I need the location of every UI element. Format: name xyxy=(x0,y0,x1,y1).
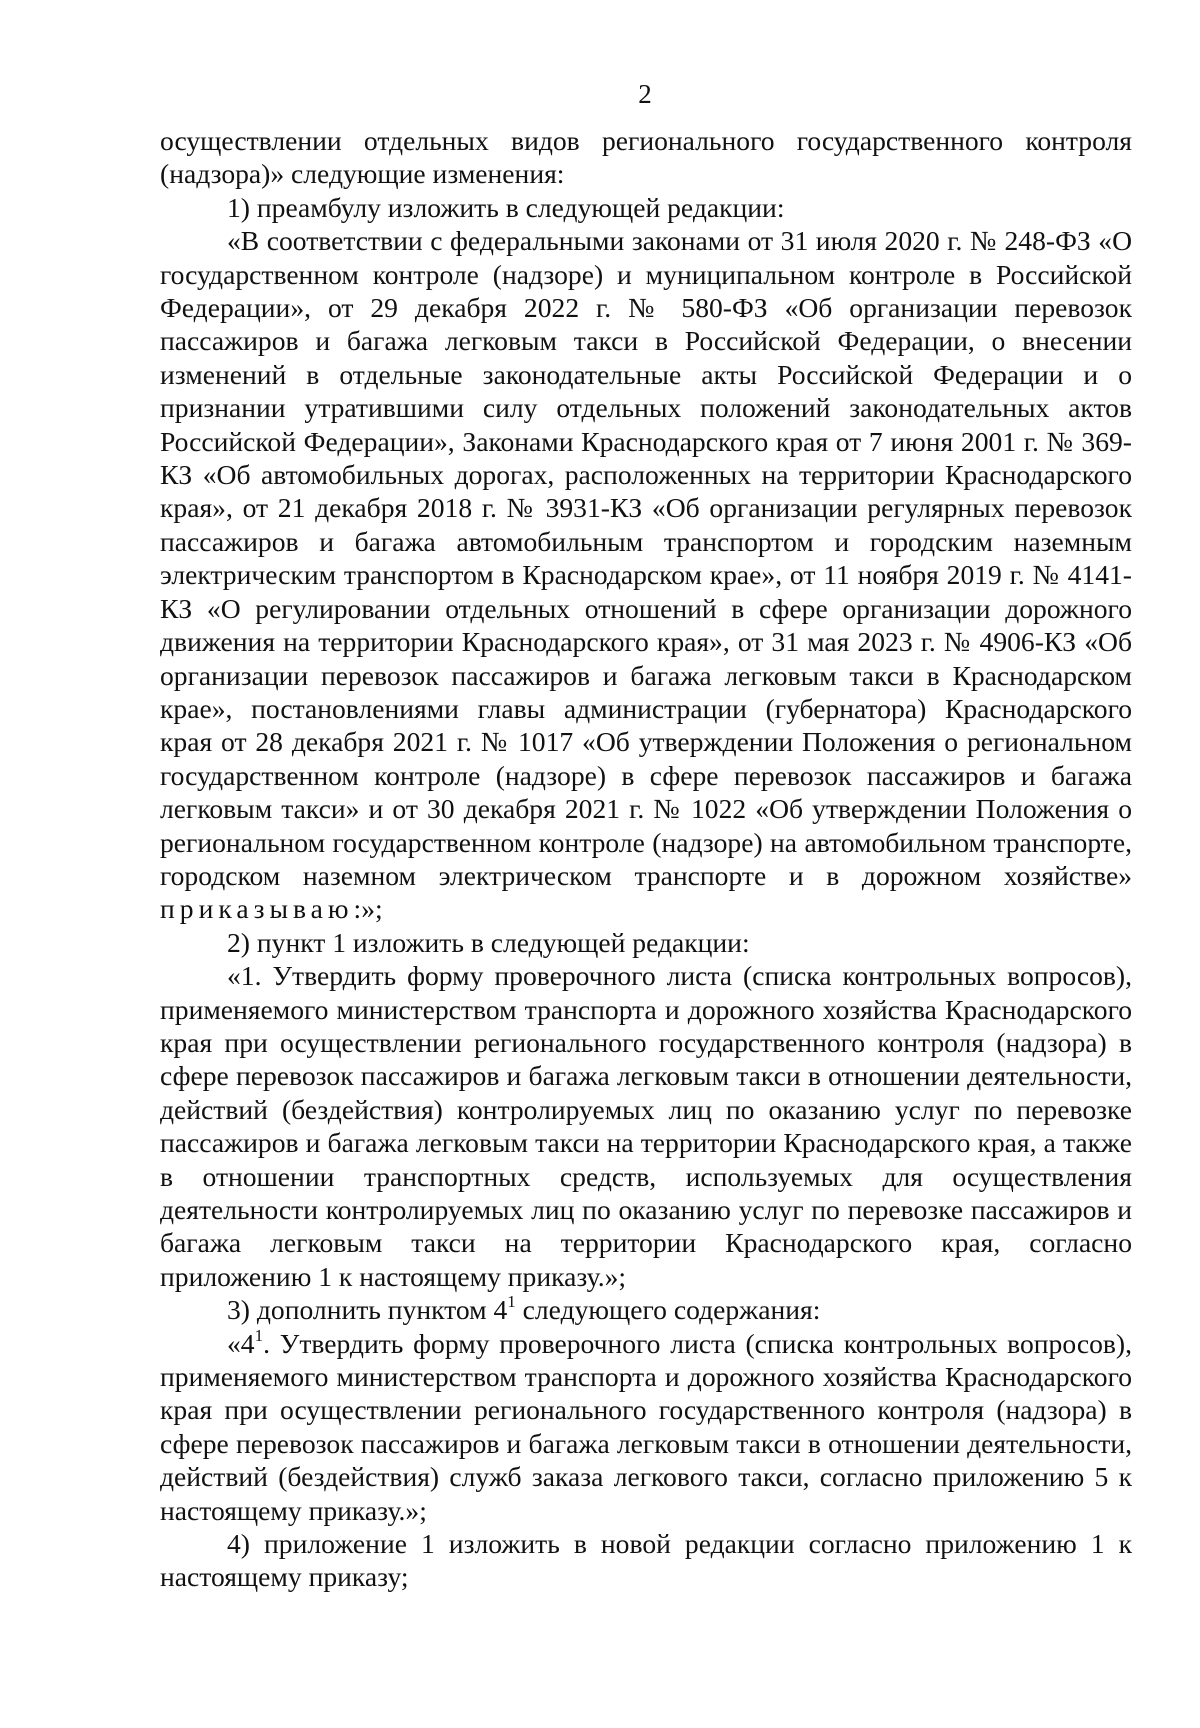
preamble-body: «В соответствии с федеральными законами от 31 июля 2020 г. № 248-ФЗ «О государственном контроле (надзоре) и муниципальном контроле в Российской Федерации», от 29 декабря 2022 г. № 580-ФЗ «Об организации перевозок пассажиров и багажа легковым такси в Российской Федерации, о внесении изменений в отдельные законодательные акты Российской Федерации и о признании утратившими силу отдельных положений законодательных актов Российской Федерации», Законами Краснодарского края от 7 июня 2001 г. № 369-КЗ «Об автомобильных дорогах, расположенных на территории Краснодарского края», от 21 декабря 2018 г. № 3931-КЗ «Об организации регулярных перевозок пассажиров и багажа автомобильным транспортом и городским наземным электрическим транспортом в Краснодарском крае», от 11 ноября 2019 г. № 4141-КЗ «О регулировании отдельных отношений в сфере организации дорожного движения на территории Краснодарского края», от 31 мая 2023 г. № 4906-КЗ «Об организации перевозок пассажиров и багажа легковым такси в Краснодарском крае», постановлениями главы администрации (губернатора) Краснодарского края от 28 декабря 2021 г. № 1017 «Об утверждении Положения о региональном государственном контроле (надзоре) в сфере перевозок пассажиров и багажа легковым такси» и от 30 декабря 2021 г. № 1022 «Об утверждении Положения о региональном государственном контроле (надзоре) на автомобильном транспорте, городском наземном электрическом транспорте и в дорожном хозяйстве» xyxy=(160,225,1132,891)
paragraph-item-4: 4) приложение 1 изложить в новой редакции согласно приложению 1 к настоящему приказу; xyxy=(160,1528,1132,1593)
paragraph-clause-4-1-text xyxy=(160,1327,1132,1527)
item-3-text: 3) дополнить пунктом 4 xyxy=(227,1294,508,1326)
clause-4-1-body: . Утвердить форму проверочного листа (списка контрольных вопросов), применяемого министерством транспорта и дорожного хозяйства Краснодарского края при осуществлении регионального государственного контроля (надзора) в сфере перевозок пассажиров и багажа легковым такси в отношении деятельности, действий (бездействия) служб заказа легкового такси, согласно приложению 5 к настоящему приказу.»; xyxy=(160,1327,1132,1526)
clause-4-1-superscript: 1 xyxy=(254,1325,264,1345)
paragraph-item-2: 2) пункт 1 изложить в следующей редакции: xyxy=(227,926,750,958)
clause-4-1-number: «4 xyxy=(227,1327,255,1359)
item-3-superscript: 1 xyxy=(507,1292,516,1312)
paragraph-preamble-text xyxy=(160,224,1132,926)
paragraph-clause-1-text: «1. Утвердить форму проверочного листа (списка контрольных вопросов), применяемого министерством транспорта и дорожного хозяйства Краснодарского края при осуществлении регионального государственного контроля (надзора) в сфере перевозок пассажиров и багажа легковым такси в отношении деятельности, действий (бездействия) контролируемых лиц по оказанию услуг по перевозке пассажиров и багажа легковым такси на территории Краснодарского края, а также в отношении транспортных средств, используемых для осуществления деятельности контролируемых лиц по оказанию услуг по перевозке пассажиров и багажа легковым такси на территории Краснодарского края, согласно приложению 1 к настоящему приказу.»; xyxy=(160,960,1132,1292)
item-3-text-end: следующего содержания: xyxy=(515,1294,821,1326)
preamble-order-word: приказываю xyxy=(160,893,354,925)
paragraph-item-1: 1) преамбулу изложить в следующей редакции: xyxy=(227,191,785,223)
page-number: 2 xyxy=(638,79,652,109)
paragraph-item-3 xyxy=(160,1293,1132,1326)
document-body xyxy=(160,124,1132,1594)
paragraph-continuation: осуществлении отдельных видов регионального государственного контроля (надзора)» следующие изменения: xyxy=(160,125,1132,190)
preamble-end: :»; xyxy=(353,893,383,925)
